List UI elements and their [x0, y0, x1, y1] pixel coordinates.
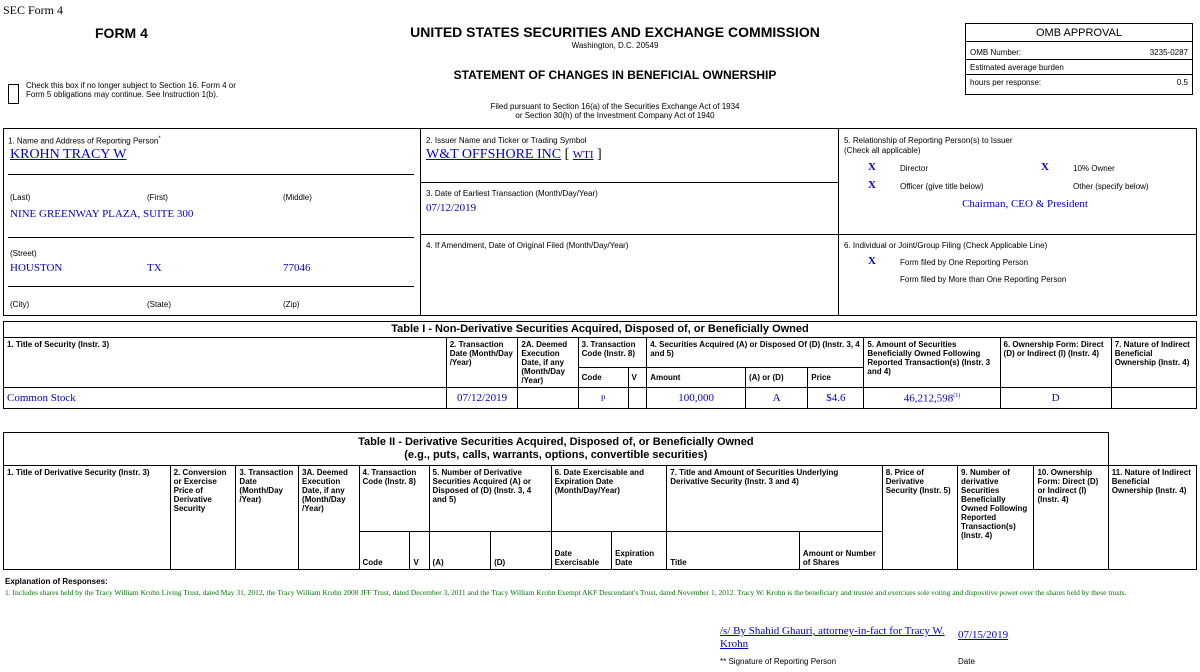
omb-number-value: 3235-0287: [1149, 48, 1188, 57]
table-row: [4, 388, 1197, 409]
t1-col1: 1. Title of Security (Instr. 3): [4, 338, 447, 388]
omb-burden-label: Estimated average burden: [970, 63, 1064, 72]
t2-col6: 6. Date Exercisable and Expiration Date (Month/Day/Year): [551, 466, 667, 532]
officer-title: Chairman, CEO & President: [962, 198, 1088, 210]
state-label: (State): [147, 300, 172, 309]
t2-col2: 2. Conversion or Exercise Price of Derivative Security: [170, 466, 236, 570]
t1-aord: A: [745, 388, 807, 409]
t1-sub-v: V: [628, 367, 647, 387]
t2-col8: 8. Price of Derivative Security (Instr. 5): [882, 466, 957, 570]
table-2: [3, 432, 1197, 570]
table-1: [3, 321, 1197, 409]
t2-col9: 9. Number of derivative Securities Beneficially Owned Following Reported Transaction(s) (Instr. 4): [958, 466, 1034, 570]
signature-link[interactable]: /s/ By Shahid Ghauri, attorney-in-fact for Tracy W. Krohn: [720, 625, 945, 650]
one-person-check: X: [868, 255, 876, 267]
t2-sub-code: Code: [359, 532, 410, 570]
t1-sub-amount: Amount: [647, 367, 746, 387]
t1-sub-price: Price: [808, 367, 864, 387]
director-label: Director: [900, 164, 929, 173]
t2-col4: 4. Transaction Code (Instr. 8): [359, 466, 429, 532]
t1-owned: 46,212,598$^{(1)}$: [864, 388, 1000, 409]
section16-checkbox-text: Check this box if no longer subject to Section 16. Form 4 or Form 5 obligations may continue. See Instruction 1(b).: [26, 81, 236, 99]
section4-label: 4. If Amendment, Date of Original Filed (Month/Day/Year): [426, 241, 629, 250]
other-label: Other (specify below): [1073, 182, 1149, 191]
director-check: X: [868, 161, 876, 173]
ten-pct-owner-check: X: [1041, 161, 1049, 173]
t1-col7: 7. Nature of Indirect Beneficial Ownership (Instr. 4): [1111, 338, 1196, 388]
t2-col11: 11. Nature of Indirect Beneficial Ownership (Instr. 4): [1108, 466, 1196, 570]
agency-name: UNITED STATES SECURITIES AND EXCHANGE COMMISSION: [410, 24, 820, 40]
signature-label: ** Signature of Reporting Person: [720, 657, 837, 666]
issuer-line: W&T OFFSHORE INC [ WTI ]: [426, 147, 602, 162]
table-1-title: Table I - Non-Derivative Securities Acquired, Disposed of, or Beneficially Owned: [4, 322, 1197, 338]
section6-label: 6. Individual or Joint/Group Filing (Check Applicable Line): [844, 241, 1048, 250]
t1-col3: 3. Transaction Code (Instr. 8): [578, 338, 647, 368]
t1-col4: 4. Securities Acquired (A) or Disposed Of (D) (Instr. 3, 4 and 5): [647, 338, 864, 368]
section3-label: 3. Date of Earliest Transaction (Month/Day/Year): [426, 189, 598, 198]
t2-col10: 10. Ownership Form: Direct (D) or Indirect (I) (Instr. 4): [1034, 466, 1108, 570]
date-label: Date: [958, 657, 975, 666]
t1-v: [628, 388, 647, 409]
section5-label: 5. Relationship of Reporting Person(s) to Issuer: [844, 136, 1013, 145]
signature-date: 07/15/2019: [958, 629, 1009, 641]
middle-label: (Middle): [283, 193, 312, 202]
explanation-heading: Explanation of Responses:: [5, 577, 108, 586]
t2-col3a: 3A. Deemed Execution Date, if any (Month/Day /Year): [299, 466, 359, 570]
city-label: (City): [10, 300, 30, 309]
section16-checkbox[interactable]: [8, 84, 19, 104]
table-2-title: Table II - Derivative Securities Acquired, Disposed of, or Beneficially Owned (e.g., puts, calls, warrants, options, convertible securities): [4, 433, 1109, 466]
street-address: NINE GREENWAY PLAZA, SUITE 300: [10, 208, 194, 220]
street-label: (Street): [10, 249, 37, 258]
officer-check: X: [868, 179, 876, 191]
t2-sub-v: V: [410, 532, 429, 570]
section2-label: 2. Issuer Name and Ticker or Trading Symbol: [426, 136, 587, 145]
t2-sub-expiration: Expiration Date: [612, 532, 667, 570]
t1-code: P: [578, 388, 628, 409]
t1-transaction-date: 07/12/2019: [446, 388, 518, 409]
omb-approval-box: [965, 23, 1193, 95]
t2-col3: 3. Transaction Date (Month/Day /Year): [236, 466, 299, 570]
t1-col5: 5. Amount of Securities Beneficially Owned Following Reported Transaction(s) (Instr. 3 and 4): [864, 338, 1000, 388]
form-title: FORM 4: [95, 25, 148, 41]
explanation-note-1: 1. Includes shares held by the Tracy William Krohn Living Trust, dated May 31, 2012, the Tracy William Krohn 2008 JFF Trust, dated December 3, 2011 and the Tracy William Krohn Exempt AKF Descendant's Trust, dated November 1, 2012. Tracy W. Krohn is the beneficiary and trustee and exercises sole voting and dispositive power over the shares held by these trusts.: [5, 588, 1127, 597]
ten-pct-owner-label: 10% Owner: [1073, 164, 1115, 173]
t1-ownership-form: D: [1000, 388, 1111, 409]
t2-sub-a: (A): [429, 532, 491, 570]
t1-deemed-date: [518, 388, 578, 409]
earliest-transaction-date: 07/12/2019: [426, 202, 477, 214]
t2-col7: 7. Title and Amount of Securities Underlying Derivative Security (Instr. 3 and 4): [667, 466, 882, 532]
statement-title: STATEMENT OF CHANGES IN BENEFICIAL OWNERSHIP: [453, 68, 777, 82]
more-persons-label: Form filed by More than One Reporting Person: [900, 275, 1067, 284]
agency-location: Washington, D.C. 20549: [571, 41, 659, 50]
state-value: TX: [147, 262, 162, 274]
section1-label: 1. Name and Address of Reporting Person*: [8, 136, 161, 146]
filed-line-1: Filed pursuant to Section 16(a) of the Securities Exchange Act of 1934: [490, 102, 740, 111]
t2-sub-amount: Amount or Number of Shares: [799, 532, 882, 570]
one-person-label: Form filed by One Reporting Person: [900, 258, 1029, 267]
ticker-link[interactable]: WTI: [572, 149, 594, 161]
t2-col1: 1. Title of Derivative Security (Instr. 3): [4, 466, 171, 570]
t1-col2: 2. Transaction Date (Month/Day /Year): [446, 338, 518, 388]
t1-col2a: 2A. Deemed Execution Date, if any (Month/Day /Year): [518, 338, 578, 388]
omb-hours-value: 0.5: [1176, 78, 1188, 87]
t1-security-title: Common Stock: [4, 388, 447, 409]
section5-sublabel: (Check all applicable): [844, 146, 921, 155]
zip-label: (Zip): [283, 300, 300, 309]
t2-sub-title: Title: [667, 532, 800, 570]
zip-value: 77046: [283, 262, 311, 274]
t1-col6: 6. Ownership Form: Direct (D) or Indirect (I) (Instr. 4): [1000, 338, 1111, 388]
last-label: (Last): [10, 193, 31, 202]
omb-number-label: OMB Number:: [970, 48, 1022, 57]
t1-sub-code: Code: [578, 367, 628, 387]
reporting-person-name-link[interactable]: KROHN TRACY W: [10, 147, 127, 162]
filed-line-2: or Section 30(h) of the Investment Company Act of 1940: [515, 111, 715, 120]
omb-title: OMB APPROVAL: [966, 24, 1192, 42]
issuer-name-link[interactable]: W&T OFFSHORE INC: [426, 147, 562, 162]
t1-amount: 100,000: [647, 388, 746, 409]
omb-hours-label: hours per response:: [970, 78, 1042, 87]
t2-sub-exercisable: Date Exercisable: [551, 532, 611, 570]
t1-price: $4.6: [808, 388, 864, 409]
t2-sub-d: (D): [491, 532, 551, 570]
sec-form-label: SEC Form 4: [3, 3, 64, 17]
first-label: (First): [147, 193, 168, 202]
city-value: HOUSTON: [10, 262, 63, 274]
t1-nature: [1111, 388, 1196, 409]
t2-col5: 5. Number of Derivative Securities Acquired (A) or Disposed of (D) (Instr. 3, 4 and 5): [429, 466, 551, 532]
t1-sub-aord: (A) or (D): [745, 367, 807, 387]
officer-label: Officer (give title below): [900, 182, 984, 191]
